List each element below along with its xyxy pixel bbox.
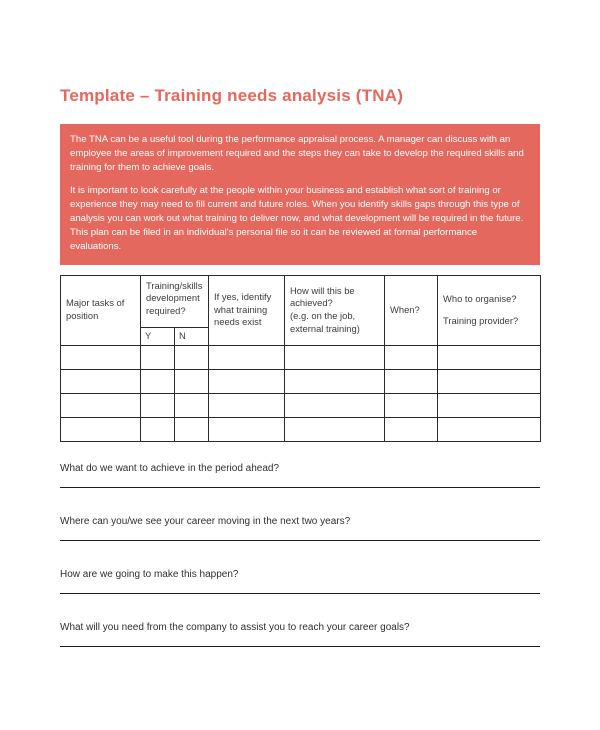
table-cell	[175, 345, 209, 369]
table-cell	[438, 345, 541, 369]
table-cell	[141, 345, 175, 369]
answer-line	[60, 593, 540, 594]
table-cell	[209, 417, 285, 441]
header-major-tasks: Major tasks of position	[61, 275, 141, 345]
table-row	[61, 393, 541, 417]
table-cell	[141, 369, 175, 393]
table-cell	[61, 369, 141, 393]
table-cell	[141, 393, 175, 417]
question-text: Where can you/we see your career moving in the next two years?	[60, 515, 351, 527]
header-yes: Y	[141, 327, 175, 345]
table-cell	[385, 345, 438, 369]
header-when: When?	[385, 275, 438, 345]
question-block	[60, 569, 540, 594]
table-header-row	[61, 275, 541, 327]
header-no: N	[175, 327, 209, 345]
questions-section	[60, 463, 540, 647]
intro-box	[60, 124, 540, 265]
table-cell	[61, 345, 141, 369]
answer-line	[60, 487, 540, 488]
table-cell	[438, 393, 541, 417]
table-cell	[285, 369, 385, 393]
answer-line	[60, 540, 540, 541]
table-cell	[209, 393, 285, 417]
intro-paragraph: It is important to look carefully at the people within your business and establish what sort of training or experience they may need to fill current and future roles. When you identify skills gaps through this type of analysis you can work out what training to deliver now, and what development will be required in the future. This plan can be filed in an individual's personal file so it can be reviewed at formal performance evaluations.	[70, 184, 524, 253]
question-text: What do we want to achieve in the period ahead?	[60, 462, 280, 474]
table-cell	[175, 369, 209, 393]
question-text: What will you need from the company to assist you to reach your career goals?	[60, 621, 410, 633]
question-block	[60, 622, 540, 647]
table-cell	[61, 393, 141, 417]
header-how-achieved	[285, 275, 385, 345]
header-how-achieved-line1: How will this be achieved?	[290, 284, 355, 309]
table-cell	[175, 417, 209, 441]
page-title: Template – Training needs analysis (TNA)	[60, 86, 404, 105]
table-cell	[438, 417, 541, 441]
question-text: How are we going to make this happen?	[60, 568, 239, 580]
question-block	[60, 463, 540, 488]
answer-line	[60, 646, 540, 647]
table-row	[61, 417, 541, 441]
table-cell	[141, 417, 175, 441]
table-cell	[175, 393, 209, 417]
tna-table	[60, 275, 541, 442]
header-who-organise	[438, 275, 541, 345]
table-row	[61, 345, 541, 369]
table-cell	[385, 417, 438, 441]
table-cell	[285, 345, 385, 369]
header-if-yes: If yes, identify what training needs exist	[209, 275, 285, 345]
table-cell	[209, 345, 285, 369]
intro-paragraph: The TNA can be a useful tool during the performance appraisal process. A manager can discuss with an employee the areas of improvement required and the steps they can take to develop the required skills and training for them to achieve goals.	[70, 134, 524, 174]
table-cell	[285, 417, 385, 441]
header-who-line2: Training provider?	[443, 314, 519, 326]
table-cell	[438, 369, 541, 393]
header-who-line1: Who to organise?	[443, 292, 517, 304]
table-cell	[285, 393, 385, 417]
question-block	[60, 516, 540, 541]
table-cell	[385, 393, 438, 417]
header-training-skills: Training/skills development required?	[141, 275, 209, 327]
header-how-achieved-line2: (e.g. on the job, external training)	[290, 310, 360, 334]
table-cell	[385, 369, 438, 393]
table-row	[61, 369, 541, 393]
table-cell	[61, 417, 141, 441]
table-cell	[209, 369, 285, 393]
